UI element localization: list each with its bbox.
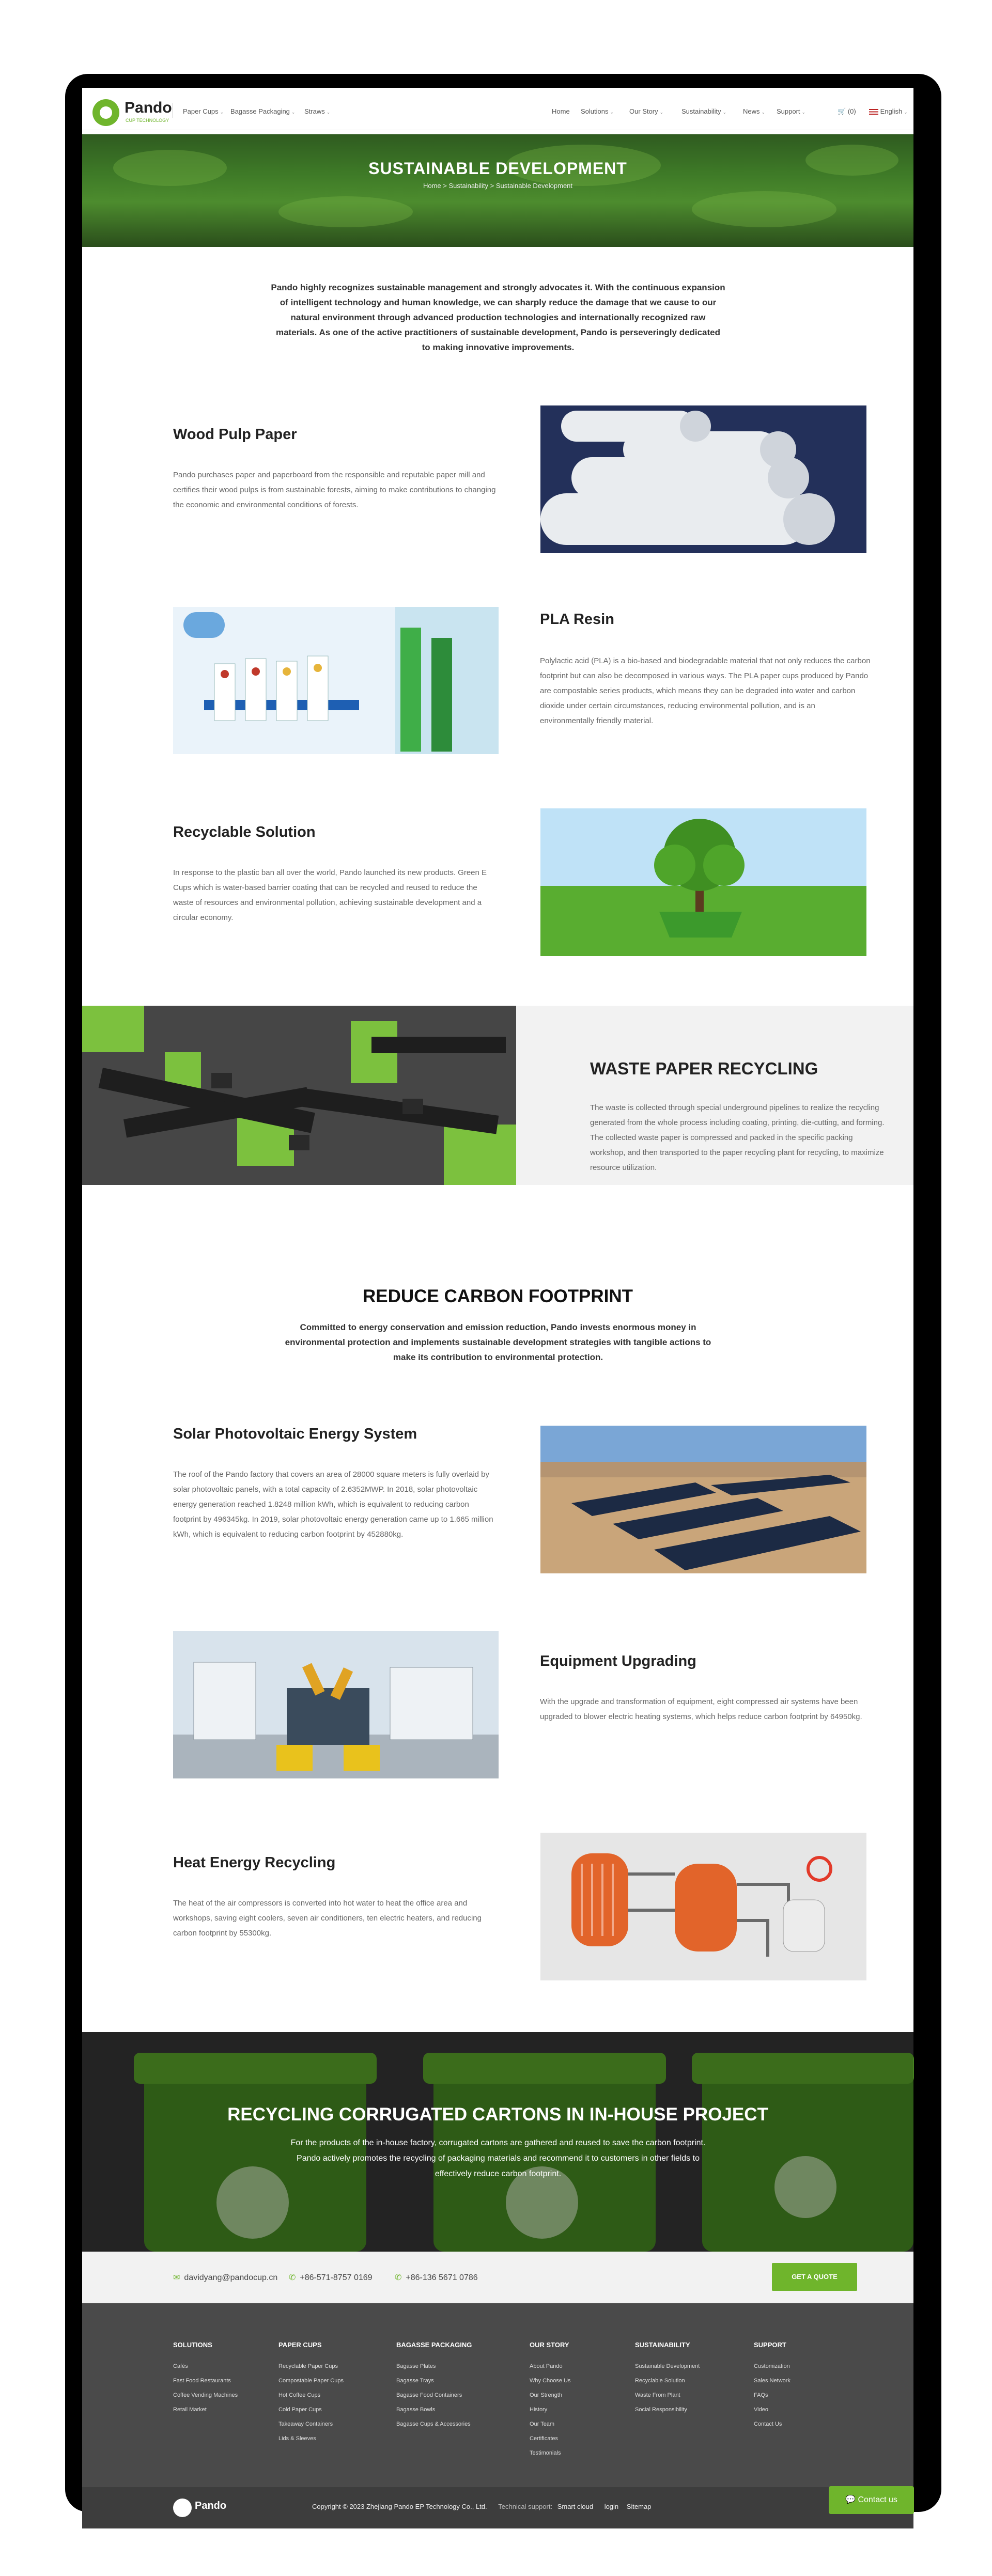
carbon-item-text: The heat of the air compressors is converted into hot water to heat the office area and workshops, saving eight coolers, seven air conditioners, ten electric heaters, and reducing carbon footprint by 55300kg. (173, 1899, 482, 1938)
footer-link[interactable]: Waste From Plant (635, 2392, 680, 2398)
factory-icon (173, 1631, 499, 1778)
feature-text: Polylactic acid (PLA) is a bio-based and biodegradable material that not only reduces the carbon footprint but can also be decomposed in various ways. The PLA paper cups produced by Pando are compostable series products, which means they can be degraded into water and carbon dioxide under certain circumstances, reducing environmental pollution, and is an environmentally friendly material. (540, 657, 871, 725)
chevron-down-icon: ⌄ (761, 110, 766, 115)
footer-link[interactable]: Lids & Sleeves (278, 2436, 316, 2442)
feature-title: Wood Pulp Paper (173, 426, 297, 443)
footer-link[interactable]: Sales Network (754, 2378, 791, 2384)
feature-title: PLA Resin (540, 611, 614, 628)
footer-link[interactable]: Takeaway Containers (278, 2421, 333, 2427)
smart-cloud-link[interactable]: Smart cloud (557, 2503, 594, 2510)
login-link[interactable]: login (604, 2503, 619, 2510)
carbon-item-text: With the upgrade and transformation of equipment, eight compressed air systems have been upgraded to blower electric heating systems, which helps reduce carbon footprint by 64950kg. (540, 1697, 862, 1721)
footer-link[interactable]: Bagasse Food Containers (396, 2392, 462, 2398)
solar-panels-image (540, 1426, 866, 1573)
copyright-bar (82, 2487, 913, 2528)
sitemap-link[interactable]: Sitemap (626, 2503, 652, 2510)
hero-banner (82, 134, 913, 247)
logo-name[interactable]: Pando (125, 99, 172, 116)
carbon-item-title: Solar Photovoltaic Energy System (173, 1426, 417, 1442)
breadcrumb[interactable]: Home > Sustainability > Sustainable Development (423, 182, 573, 190)
factory-equipment-image (173, 1631, 499, 1778)
nav-our-story[interactable]: Our Story ⌄ (629, 107, 664, 115)
footer-link[interactable]: Certificates (530, 2436, 559, 2442)
logo-tagline: CUP TECHNOLOGY (126, 118, 169, 123)
carbon-item-title: Equipment Upgrading (540, 1653, 696, 1669)
chevron-down-icon: ⌄ (220, 110, 224, 115)
nav-sustainability[interactable]: Sustainability ⌄ (681, 107, 727, 115)
footer-link[interactable]: Retail Market (173, 2407, 207, 2413)
nav-paper-cups[interactable]: Paper Cups ⌄ (183, 107, 224, 115)
footer-col-our-story: OUR STORY About Pando Why Choose Us Our Strength History Our Team Certificates Testimonials (530, 2341, 570, 2460)
footer-link[interactable]: Bagasse Cups & Accessories (396, 2421, 471, 2427)
nav-solutions[interactable]: Solutions ⌄ (581, 107, 614, 115)
waste-text: The waste is collected through special underground pipelines to realize the recycling generated from the whole process including coating, printing, die-cutting, and forming. The collected waste paper is compressed and packed in the specific packing workshop, and then transported to the paper recycling plant for recycling, to maximize resource utilization. (590, 1103, 885, 1172)
pla-lab-image (173, 607, 499, 754)
footer-link[interactable]: Coffee Vending Machines (173, 2392, 238, 2398)
site-footer (82, 2303, 913, 2487)
browser-viewport (82, 88, 913, 2511)
footer-link[interactable]: Customization (754, 2363, 790, 2369)
get-quote-button[interactable]: GET A QUOTE (772, 2263, 857, 2291)
footer-link[interactable]: Bagasse Trays (396, 2378, 434, 2384)
chevron-down-icon: ⌄ (291, 110, 296, 115)
paper-rolls-icon (540, 405, 866, 553)
footer-logo-icon[interactable] (173, 2499, 192, 2517)
mail-icon: ✉ (173, 2273, 180, 2282)
recycling-text: For the products of the in-house factory, corrugated cartons are gathered and reused to save the carbon footprint. Pando actively promotes the recycling of packaging materials and recommend it to customers in other fields to effectively reduce carbon footprint. (290, 2138, 706, 2178)
footer-link[interactable]: Compostable Paper Cups (278, 2378, 344, 2384)
carbon-item-text: The roof of the Pando factory that covers an area of 28000 square meters is fully overlaid by solar photovoltaic panels, with a total capacity of 2.6352MWP. In 2018, solar photovoltaic energy generation reached 1.8248 million kWh, which is equivalent to reducing carbon footprint by 496345kg. In 2019, solar photovoltaic energy generation came up to 1.665 million kWh, which is equivalent to reducing carbon footprint by 452880kg. (173, 1470, 493, 1539)
footer-link[interactable]: Cafés (173, 2363, 188, 2369)
logo-icon[interactable] (92, 99, 119, 126)
footer-link[interactable]: FAQs (754, 2392, 768, 2398)
phone-icon: ✆ (395, 2273, 402, 2282)
footer-link[interactable]: Sustainable Development (635, 2363, 700, 2369)
conveyor-icon (82, 1006, 516, 1185)
page-title: SUSTAINABLE DEVELOPMENT (368, 159, 627, 178)
footer-col-support: SUPPORT Customization Sales Network FAQs Video Contact Us (754, 2341, 791, 2431)
copyright-text: Copyright © 2023 Zhejiang Pando EP Technology Co., Ltd. Technical support: Smart cloud login Sitemap (312, 2503, 652, 2510)
footer-link[interactable]: Recyclable Solution (635, 2378, 685, 2384)
feature-text: In response to the plastic ban all over the world, Pando launched its new products. Green E Cups which is water-based barrier coating that can be recycled and reused to reduce the waste of resources and environmental pollution, achieving sustainable development and a circular economy. (173, 868, 487, 922)
recyclable-tree-image (540, 808, 866, 956)
footer-logo-name[interactable]: Pando (195, 2500, 227, 2511)
recycling-cartons-section (82, 2032, 913, 2252)
carbon-item-title: Heat Energy Recycling (173, 1854, 336, 1871)
feature-text: Pando purchases paper and paperboard from the responsible and reputable paper mill and certifies their wood pulps is from sustainable forests, aiming to make contributions to changing the economic and environmental conditions of forests. (173, 471, 496, 509)
nav-bagasse-packaging[interactable]: Bagasse Packaging ⌄ (230, 107, 296, 115)
chevron-down-icon: ⌄ (610, 110, 614, 115)
footer-link[interactable]: Our Strength (530, 2392, 562, 2398)
solar-panel-icon (540, 1426, 866, 1573)
cart-icon: 🛒 (838, 107, 846, 115)
intro-paragraph: Pando highly recognizes sustainable management and strongly advocates it. With the continuous expansion of intelligent technology and human knowledge, we can sharply reduce the damage that we cause to our natural environment through advanced production technologies and internationally recognized raw materials. As one of the active practitioners of sustainable development, Pando is perseveringly dedicated to making innovative improvements. (271, 283, 725, 352)
footer-link[interactable]: Social Responsibility (635, 2407, 687, 2413)
footer-col-solutions: SOLUTIONS Cafés Fast Food Restaurants Coffee Vending Machines Retail Market (173, 2341, 238, 2417)
tree-icon (540, 808, 866, 956)
footer-link[interactable]: Contact Us (754, 2421, 782, 2427)
carbon-subtitle: Committed to energy conservation and emission reduction, Pando invests enormous money in environmental protection and implements sustainable development strategies with tangible actions to make its contribution to environmental protection. (285, 1322, 711, 1362)
paper-rolls-image (540, 405, 866, 553)
phone-link-1[interactable]: ✆ +86-571-8757 0169 (289, 2273, 373, 2282)
chevron-down-icon: ⌄ (904, 110, 908, 115)
footer-col-paper-cups: PAPER CUPS Recyclable Paper Cups Compostable Paper Cups Hot Coffee Cups Cold Paper Cups Takeaway Containers Lids & Sleeves (278, 2341, 344, 2446)
footer-link[interactable]: Bagasse Plates (396, 2363, 436, 2369)
heat-system-icon (540, 1833, 866, 1980)
footer-col-bagasse: BAGASSE PACKAGING Bagasse Plates Bagasse Trays Bagasse Food Containers Bagasse Bowls Bagasse Cups & Accessories (396, 2341, 472, 2431)
email-link[interactable]: ✉ davidyang@pandocup.cn (173, 2273, 278, 2282)
footer-link[interactable]: History (530, 2407, 548, 2413)
chevron-down-icon: ⌄ (326, 110, 331, 115)
contact-us-chat-button[interactable]: 💬 Contact us (829, 2486, 914, 2514)
phone-icon: ✆ (289, 2273, 296, 2282)
flag-icon (869, 109, 878, 115)
waste-title: WASTE PAPER RECYCLING (590, 1059, 818, 1078)
header-divider (172, 103, 173, 118)
lab-tubes-icon (173, 607, 499, 754)
footer-link[interactable]: Recyclable Paper Cups (278, 2363, 338, 2369)
chat-icon: 💬 (845, 2495, 858, 2504)
footer-link[interactable]: Our Team (530, 2421, 555, 2427)
recycling-title: RECYCLING CORRUGATED CARTONS IN IN-HOUSE PROJECT (227, 2104, 768, 2125)
conveyor-image (82, 1006, 516, 1185)
language-selector[interactable]: English ⌄ (869, 107, 908, 115)
chevron-down-icon: ⌄ (659, 110, 664, 115)
nav-news[interactable]: News ⌄ (743, 107, 766, 115)
footer-link[interactable]: Hot Coffee Cups (278, 2392, 321, 2398)
chevron-down-icon: ⌄ (801, 110, 806, 115)
footer-link[interactable]: Testimonials (530, 2450, 561, 2456)
footer-link[interactable]: Why Choose Us (530, 2378, 571, 2384)
feature-title: Recyclable Solution (173, 824, 316, 840)
contact-bar (82, 2252, 913, 2303)
site-header (82, 88, 913, 130)
footer-link[interactable]: About Pando (530, 2363, 563, 2369)
footer-link[interactable]: Cold Paper Cups (278, 2407, 322, 2413)
chevron-down-icon: ⌄ (722, 110, 727, 115)
phone-link-2[interactable]: ✆ +86-136 5671 0786 (395, 2273, 478, 2282)
footer-link[interactable]: Bagasse Bowls (396, 2407, 436, 2413)
nav-straws[interactable]: Straws ⌄ (304, 107, 331, 115)
footer-col-sustainability: SUSTAINABILITY Sustainable Development Recyclable Solution Waste From Plant Social Responsibility (635, 2341, 700, 2417)
nav-support[interactable]: Support ⌄ (777, 107, 806, 115)
heat-recycling-image (540, 1833, 866, 1980)
carbon-title: REDUCE CARBON FOOTPRINT (362, 1286, 633, 1306)
cart-button[interactable]: 🛒 (0) (838, 107, 856, 115)
footer-link[interactable]: Fast Food Restaurants (173, 2378, 231, 2384)
footer-link[interactable]: Video (754, 2407, 768, 2413)
nav-home[interactable]: Home (552, 107, 570, 115)
